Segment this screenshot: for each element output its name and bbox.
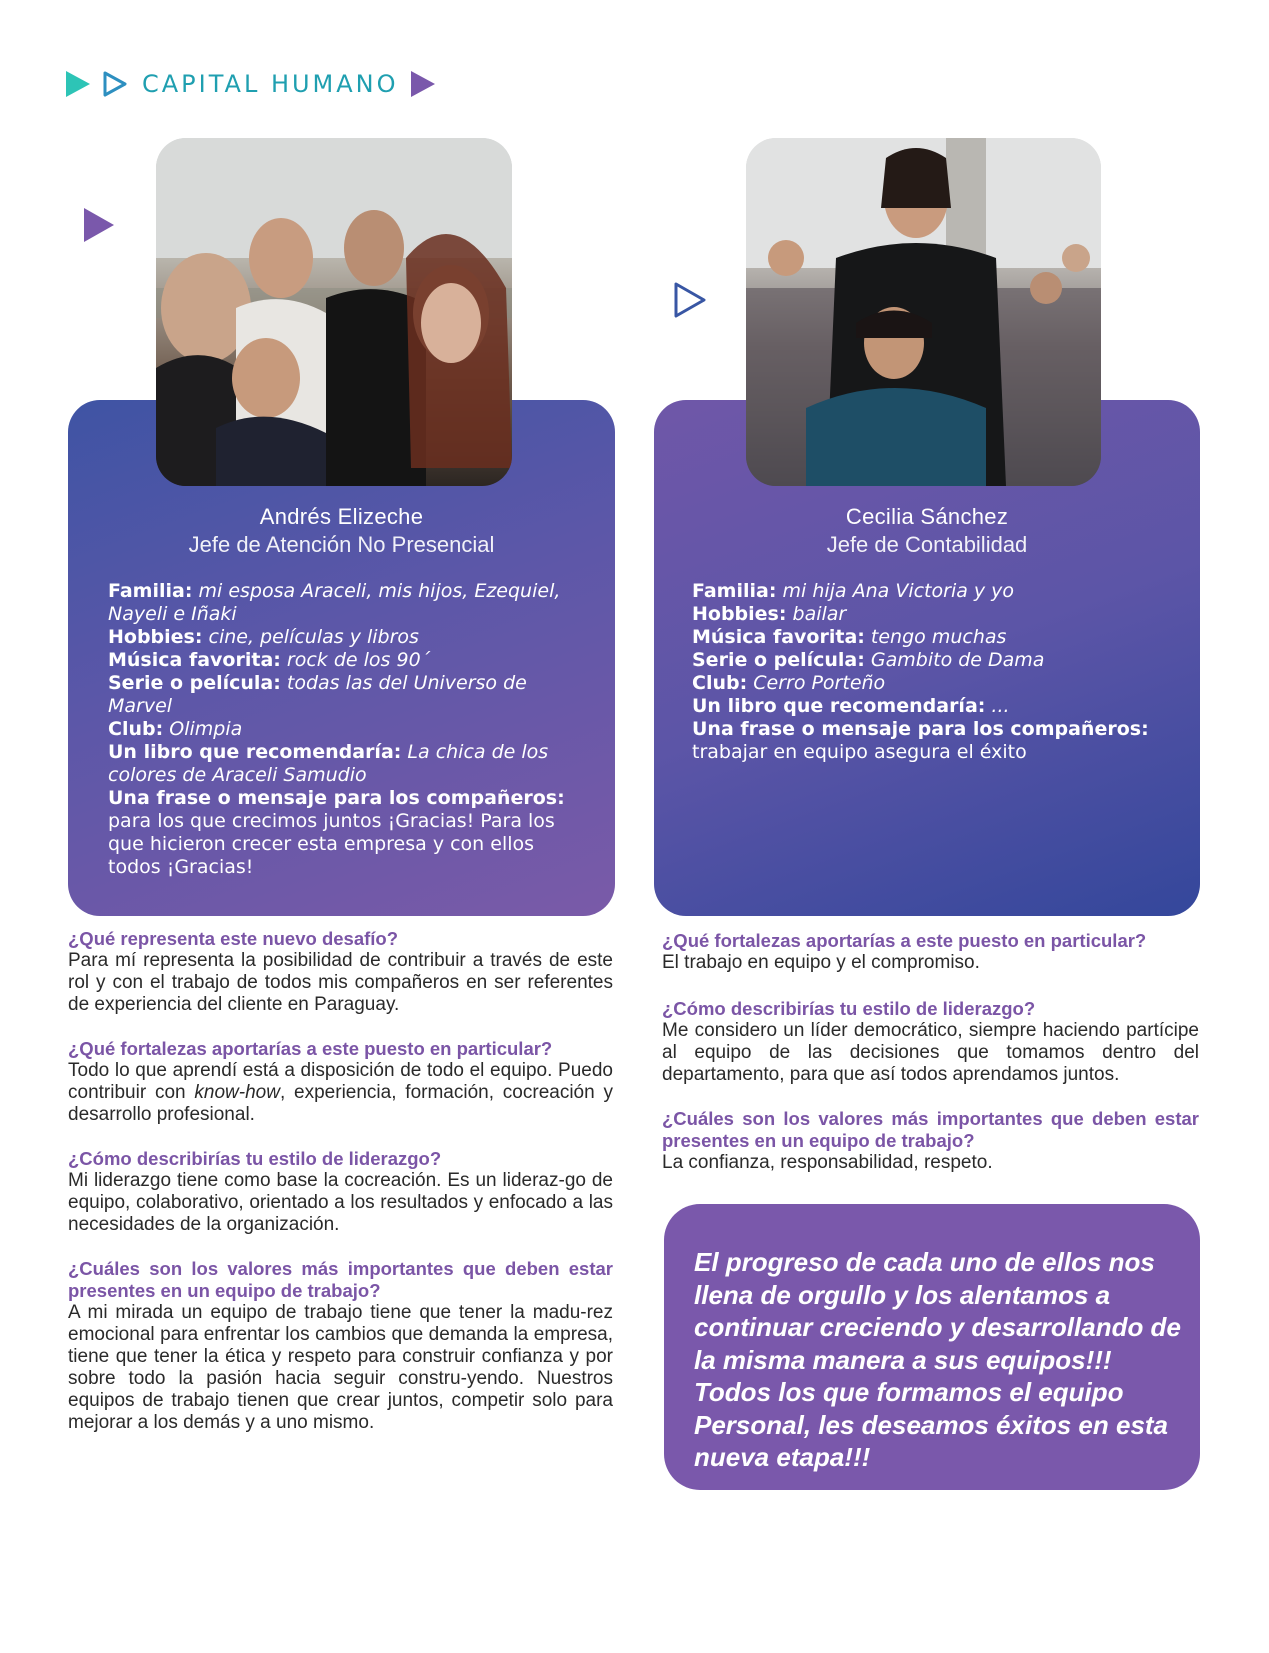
play-outline-blue-icon <box>102 70 128 98</box>
fact-frase: Una frase o mensaje para los compañeros: <box>692 718 1149 740</box>
answer: La confianza, responsabilidad, respeto. <box>662 1152 993 1173</box>
answer: Para mí representa la posibilidad de contribuir a través de este rol y con el trabajo de todos mis compañeros en ser referentes de experiencia del cliente en Paraguay. <box>68 950 613 1015</box>
fact-hobbies: Hobbies: cine, películas y libros <box>108 626 419 648</box>
closing-message-box <box>664 1204 1200 1490</box>
qa-item <box>68 928 613 1016</box>
profile-name: Cecilia Sánchez <box>845 504 1009 529</box>
question: ¿Cuáles son los valores más importantes que deben estar presentes en un equipo de trabajo? <box>68 1258 613 1301</box>
question: ¿Cuáles son los valores más importantes que deben estar presentes en un equipo de trabajo? <box>662 1108 1199 1151</box>
question: ¿Cómo describirías tu estilo de liderazgo? <box>68 1148 442 1169</box>
fact-familia: Familia: mi hija Ana Victoria y yo <box>692 580 1015 602</box>
question: ¿Cómo describirías tu estilo de liderazgo? <box>662 998 1036 1019</box>
profile-role: Jefe de Atención No Presencial <box>188 532 495 557</box>
fact-club: Club: Cerro Porteño <box>692 672 886 694</box>
section-header <box>66 66 435 102</box>
qa-item <box>68 1258 613 1434</box>
answer: El trabajo en equipo y el compromiso. <box>662 952 980 973</box>
interview-answers-andres <box>68 928 613 1456</box>
question: ¿Qué fortalezas aportarías a este puesto en particular? <box>68 1038 553 1059</box>
fact-familia: Familia: mi esposa Araceli, mis hijos, Ezequiel, Nayeli e Iñaki <box>108 580 561 625</box>
fact-serie: Serie o película: todas las del Universo de Marvel <box>108 672 527 717</box>
qa-item <box>68 1038 613 1126</box>
question: ¿Qué representa este nuevo desafío? <box>68 928 399 949</box>
closing-message: El progreso de cada uno de ellos nos llena de orgullo y los alentamos a continuar creciendo y desarrollando de la misma manera a sus equipos!!! Todos los que formamos el equipo Personal, les deseamos éxitos en esta nueva etapa!!! <box>694 1247 1181 1472</box>
play-solid-purple-icon <box>84 208 114 242</box>
fact-frase-value: trabajar en equipo asegura el éxito <box>692 741 1027 763</box>
profile-facts <box>692 580 1170 764</box>
qa-item <box>662 998 1199 1086</box>
answer: Todo lo que aprendí está a disposición de todo el equipo. Puedo contribuir con know-how, experiencia, formación, cocreación y desarrollo profesional. <box>68 1060 613 1125</box>
fact-serie: Serie o película: Gambito de Dama <box>692 649 1045 671</box>
answer: Mi liderazgo tiene como base la cocreación. Es un lideraz-go de equipo, colaborativo, orientado a los resultados y enfocado a las necesidades de la organización. <box>68 1170 613 1235</box>
fact-musica: Música favorita: tengo muchas <box>692 626 1007 648</box>
fact-musica: Música favorita: rock de los 90´ <box>108 649 431 671</box>
play-solid-teal-icon <box>66 71 90 97</box>
fact-club: Club: Olimpia <box>108 718 243 740</box>
profile-name: Andrés Elizeche <box>259 504 424 529</box>
fact-frase: Una frase o mensaje para los compañeros: para los que crecimos juntos ¡Gracias! Para los que hicieron crecer esta empresa y con ellos todos ¡Gracias! <box>108 787 565 878</box>
fact-libro: Un libro que recomendaría: ... <box>692 695 1010 717</box>
fact-libro: Un libro que recomendaría: La chica de los colores de Araceli Samudio <box>108 741 549 786</box>
family-photo <box>746 138 1101 486</box>
interview-answers-cecilia <box>662 930 1199 1196</box>
question: ¿Qué fortalezas aportarías a este puesto en particular? <box>662 930 1147 951</box>
profile-role: Jefe de Contabilidad <box>826 532 1028 557</box>
answer: A mi mirada un equipo de trabajo tiene que tener la madu-rez emocional para enfrentar los cambios que demanda la empresa, tiene que tener la ética y respeto para construir confianza y por sobre todo la pasión hacia seguir constru-yendo. Nuestros equipos de trabajo tienen que crear juntos, competir solo para mejorar a los demás y a uno mismo. <box>68 1302 613 1433</box>
section-title: CAPITAL HUMANO <box>142 70 399 98</box>
family-photo <box>156 138 512 486</box>
fact-hobbies: Hobbies: bailar <box>692 603 847 625</box>
profile-facts <box>108 580 585 879</box>
qa-item <box>662 1108 1199 1174</box>
qa-item <box>662 930 1199 974</box>
answer: Me considero un líder democrático, siempre haciendo partícipe al equipo de las decisiones que tomamos dentro del departamento, para que así todos aprendamos juntos. <box>662 1020 1199 1085</box>
play-outline-blue-icon <box>672 280 708 320</box>
play-solid-purple-icon <box>411 71 435 97</box>
qa-item <box>68 1148 613 1236</box>
